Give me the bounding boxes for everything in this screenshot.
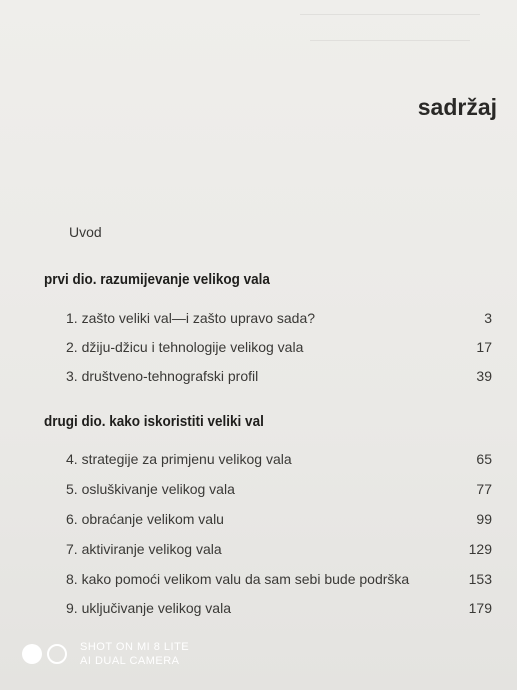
watermark-text xyxy=(80,640,189,668)
toc-entry xyxy=(66,571,492,591)
bleed-through-lines xyxy=(310,40,470,51)
toc-entry xyxy=(66,541,492,561)
toc-entry-title: 1. zašto veliki val—i zašto upravo sada? xyxy=(66,310,316,326)
toc-entry-page: 99 xyxy=(476,511,492,527)
watermark-line-2: AI DUAL CAMERA xyxy=(80,655,180,667)
toc-entry-title: 5. osluškivanje velikog vala xyxy=(66,481,235,497)
intro-entry: Uvod xyxy=(69,224,102,240)
toc-entry-page: 17 xyxy=(476,339,492,355)
toc-entry xyxy=(66,481,492,501)
toc-entry-title: 7. aktiviranje velikog vala xyxy=(66,541,222,557)
page-title: sadržaj xyxy=(417,94,497,120)
bleed-through-lines xyxy=(300,14,480,25)
toc-entry xyxy=(66,600,492,620)
toc-entry-page: 129 xyxy=(468,541,492,557)
part-heading-1: prvi dio. razumijevanje velikog vala xyxy=(44,271,270,288)
toc-entry xyxy=(66,451,492,471)
toc-entry xyxy=(66,511,492,531)
watermark-line-1: SHOT ON MI 8 LITE xyxy=(80,641,190,653)
filled-circle-icon xyxy=(22,644,42,664)
toc-entry-title: 3. društveno-tehnografski profil xyxy=(66,368,259,384)
toc-entry-page: 153 xyxy=(468,571,492,587)
toc-entry-page: 179 xyxy=(468,600,492,616)
toc-entry-title: 4. strategije za primjenu velikog vala xyxy=(66,451,292,467)
toc-entry-page: 39 xyxy=(476,368,492,384)
outline-circle-icon xyxy=(47,644,67,664)
toc-entry-title: 9. uključivanje velikog vala xyxy=(66,600,231,616)
camera-watermark xyxy=(22,640,189,668)
toc-entry-page: 65 xyxy=(476,451,492,467)
toc-entry xyxy=(66,339,492,359)
toc-entry-page: 3 xyxy=(484,310,492,326)
toc-entry-title: 6. obraćanje velikom valu xyxy=(66,511,224,527)
toc-entry-title: 8. kako pomoći velikom valu da sam sebi bude podrška xyxy=(66,571,410,587)
part-heading-2: drugi dio. kako iskoristiti veliki val xyxy=(44,413,264,430)
toc-entry xyxy=(66,310,492,330)
toc-entry-page: 77 xyxy=(476,481,492,497)
toc-entry xyxy=(66,368,492,388)
toc-entry-title: 2. džiju-džicu i tehnologije velikog vala xyxy=(66,339,304,355)
